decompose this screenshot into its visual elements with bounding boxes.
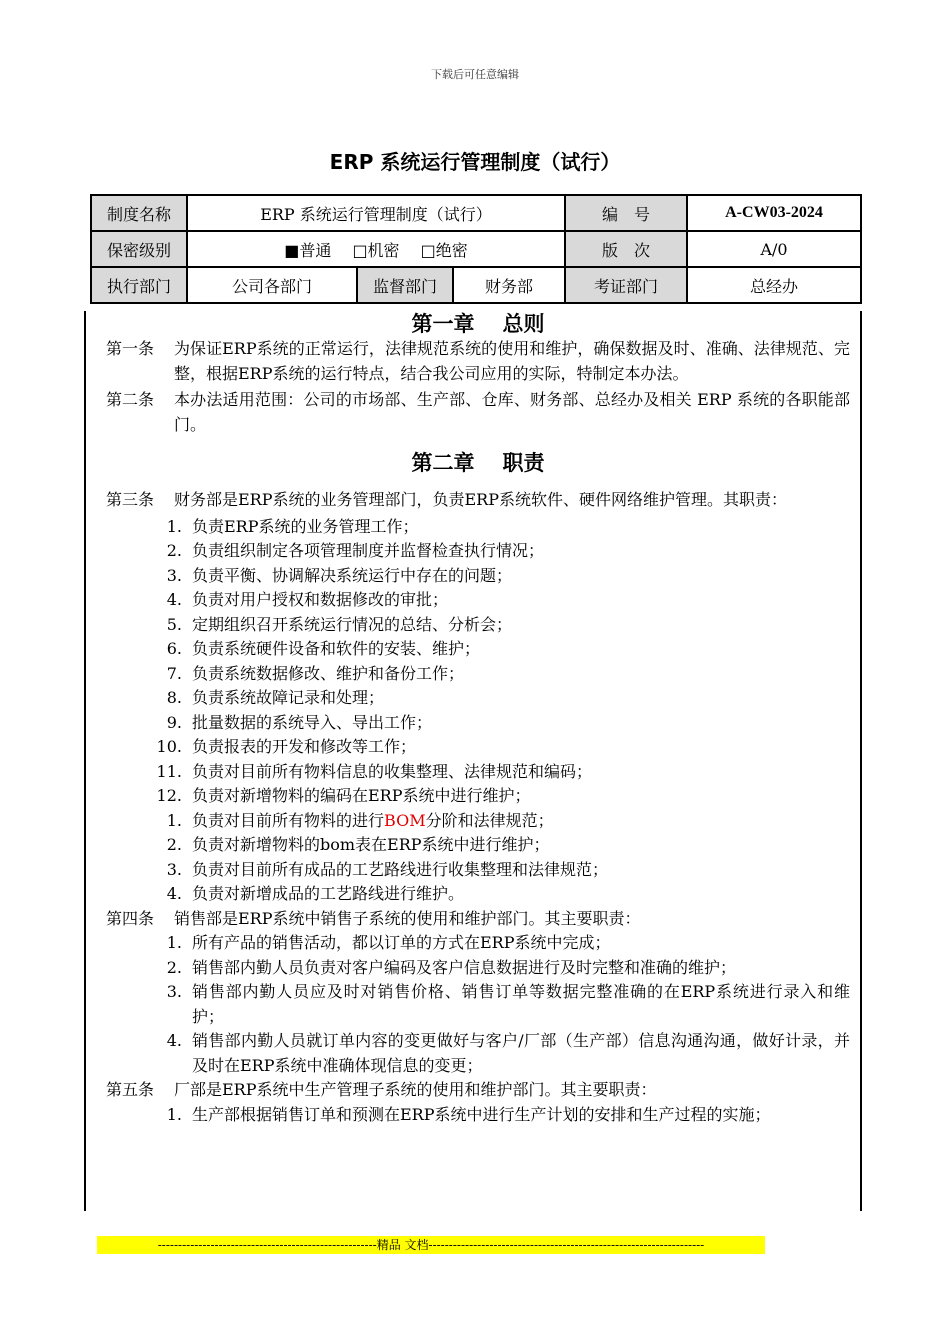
list-item (106, 588, 850, 613)
list-item-text: 定期组织召开系统运行情况的总结、分析会； (192, 614, 513, 634)
list-item (106, 1103, 850, 1128)
article-5-duty-list (106, 1103, 850, 1128)
bom-highlight: BOM (384, 810, 426, 830)
list-item-text: 销售部内勤人员负责对客户编码及客户信息数据进行及时完整和准确的维护； (192, 957, 737, 977)
info-table (90, 194, 862, 304)
list-item (106, 662, 850, 687)
chapter-2-number: 第二章 (411, 451, 475, 475)
list-item (106, 1029, 850, 1078)
article-4 (106, 907, 850, 932)
list-item-number: 4. (166, 590, 182, 609)
list-item-text: 负责对用户授权和数据修改的审批； (192, 590, 449, 609)
list-item (106, 956, 850, 981)
name-label: 制度名称 (91, 195, 187, 231)
list-item-number: 2. (166, 835, 182, 854)
list-item-text: 负责对目前所有物料信息的收集整理、法律规范和编码； (192, 761, 593, 781)
list-item-text: 负责系统故障记录和处理； (192, 688, 385, 707)
list-item-number: 4. (166, 1031, 182, 1050)
list-item (106, 809, 850, 834)
list-item-text: 生产部根据销售订单和预测在ERP系统中进行生产计划的安排和生产过程的实施； (192, 1104, 771, 1124)
list-item-text: 负责对目前所有成品的工艺路线进行收集整理和法律规范； (192, 859, 609, 879)
list-item (106, 637, 850, 662)
list-item-number: 2. (166, 957, 182, 977)
list-item (106, 931, 850, 956)
article-4-duty-list (106, 931, 850, 1078)
chapter-1-number: 第一章 (411, 312, 475, 336)
list-item-text: 负责对新增物料的编码在ERP系统中进行维护； (192, 786, 531, 805)
list-item-text: 销售部内勤人员应及时对销售价格、销售订单等数据完整准确的在ERP系统进行录入和维护； (192, 982, 850, 1026)
article-text: 厂部是ERP系统中生产管理子系统的使用和维护部门。其主要职责： (174, 1080, 657, 1099)
list-item-text: 负责ERP系统的业务管理工作； (192, 516, 419, 536)
list-item (106, 613, 850, 638)
list-item-number: 4. (166, 884, 182, 903)
info-row-departments (91, 267, 861, 303)
list-item-number: 1. (166, 1104, 182, 1124)
list-item-text: 销售部内勤人员就订单内容的变更做好与客户/厂部（生产部）信息沟通沟通，做好计录，并及时在ERP系统中准确体现信息的变更； (192, 1031, 850, 1075)
article-text: 本办法适用范围：公司的市场部、生产部、仓库、财务部、总经办及相关 ERP 系统的各职能部门。 (174, 390, 850, 434)
list-item-text-post: 分阶和法律规范； (425, 810, 554, 830)
list-item-text: 负责报表的开发和修改等工作； (192, 737, 417, 756)
article-3-duty-list (106, 515, 850, 809)
article-3 (106, 488, 850, 513)
list-item-text-pre: 负责对目前所有物料的进行 (192, 810, 385, 830)
header-note: 下载后可任意编辑 (431, 68, 519, 81)
chapter-2-name: 职责 (502, 451, 545, 475)
list-item-number: 8. (166, 688, 182, 707)
article-number: 第四条 (106, 908, 155, 928)
article-text: 销售部是ERP系统中销售子系统的使用和维护部门。其主要职责： (174, 908, 641, 928)
version-value: A/0 (687, 231, 861, 267)
article-2 (106, 388, 850, 437)
list-item-number: 10. (156, 737, 182, 756)
version-label: 版 次 (565, 231, 687, 267)
article-text: 财务部是ERP系统的业务管理部门，负责ERP系统软件、硬件网络维护管理。其职责： (174, 490, 787, 509)
article-number: 第三条 (106, 490, 155, 509)
list-item-text: 负责对新增成品的工艺路线进行维护。 (192, 884, 465, 903)
list-item (106, 760, 850, 785)
list-item-number: 11. (156, 761, 182, 781)
list-item-text: 负责系统硬件设备和软件的安装、维护； (192, 639, 481, 658)
chapter-1-heading (106, 311, 850, 337)
secret-options: ■普通 □机密 □绝密 (187, 231, 565, 267)
list-item-number: 1. (166, 516, 182, 536)
article-number: 第一条 (106, 339, 155, 358)
list-item (106, 858, 850, 883)
list-item-number: 3. (166, 565, 182, 585)
list-item-text: 负责对新增物料的bom表在ERP系统中进行维护； (192, 835, 550, 854)
article-3-bom-list (106, 809, 850, 907)
article-1 (106, 337, 850, 386)
list-item-text: 负责组织制定各项管理制度并监督检查执行情况； (192, 541, 545, 560)
list-item (106, 735, 850, 760)
list-item-text: 负责平衡、协调解决系统运行中存在的问题； (192, 565, 513, 585)
list-item-text (192, 809, 850, 834)
list-item-text: 所有产品的销售活动，都以订单的方式在ERP系统中完成； (192, 933, 611, 952)
list-item-number: 7. (166, 663, 182, 683)
footer-banner: ------------------------------------------------------精品 文档-------------------------------------------------------------------- (97, 1236, 765, 1254)
list-item (106, 980, 850, 1029)
list-item-number: 5. (166, 614, 182, 634)
article-number: 第二条 (106, 390, 155, 409)
list-item-number: 1. (166, 810, 182, 830)
article-number: 第五条 (106, 1080, 155, 1099)
list-item-text: 批量数据的系统导入、导出工作； (192, 712, 433, 732)
list-item (106, 711, 850, 736)
code-label: 编 号 (565, 195, 687, 231)
name-value: ERP 系统运行管理制度（试行） (187, 195, 565, 231)
exec-label: 执行部门 (91, 267, 187, 303)
list-item (106, 539, 850, 564)
list-item-number: 9. (166, 712, 182, 732)
chapter-2-heading (106, 446, 850, 480)
supervise-label: 监督部门 (357, 267, 453, 303)
info-row-name (91, 195, 861, 231)
list-item (106, 515, 850, 540)
verify-label: 考证部门 (565, 267, 687, 303)
verify-value: 总经办 (687, 267, 861, 303)
code-value: A-CW03-2024 (687, 195, 861, 231)
list-item (106, 882, 850, 907)
list-item-number: 6. (166, 639, 182, 658)
list-item-number: 3. (166, 859, 182, 879)
document-body (106, 311, 850, 1127)
list-item-text: 负责系统数据修改、维护和备份工作； (192, 663, 465, 683)
supervise-value: 财务部 (453, 267, 565, 303)
list-item-number: 3. (166, 982, 182, 1001)
article-5 (106, 1078, 850, 1103)
chapter-1-name: 总则 (502, 312, 545, 336)
list-item-number: 2. (166, 541, 182, 560)
secret-label: 保密级别 (91, 231, 187, 267)
list-item (106, 686, 850, 711)
info-row-secret (91, 231, 861, 267)
list-item-number: 1. (166, 933, 182, 952)
article-text: 为保证ERP系统的正常运行，法律规范系统的使用和维护，确保数据及时、准确、法律规范、完整，根据ERP系统的运行特点，结合我公司应用的实际，特制定本办法。 (174, 339, 850, 383)
document-title: ERP 系统运行管理制度（试行） (329, 150, 621, 174)
exec-value: 公司各部门 (187, 267, 357, 303)
list-item-number: 12. (156, 786, 182, 805)
list-item (106, 564, 850, 589)
list-item (106, 784, 850, 809)
list-item (106, 833, 850, 858)
